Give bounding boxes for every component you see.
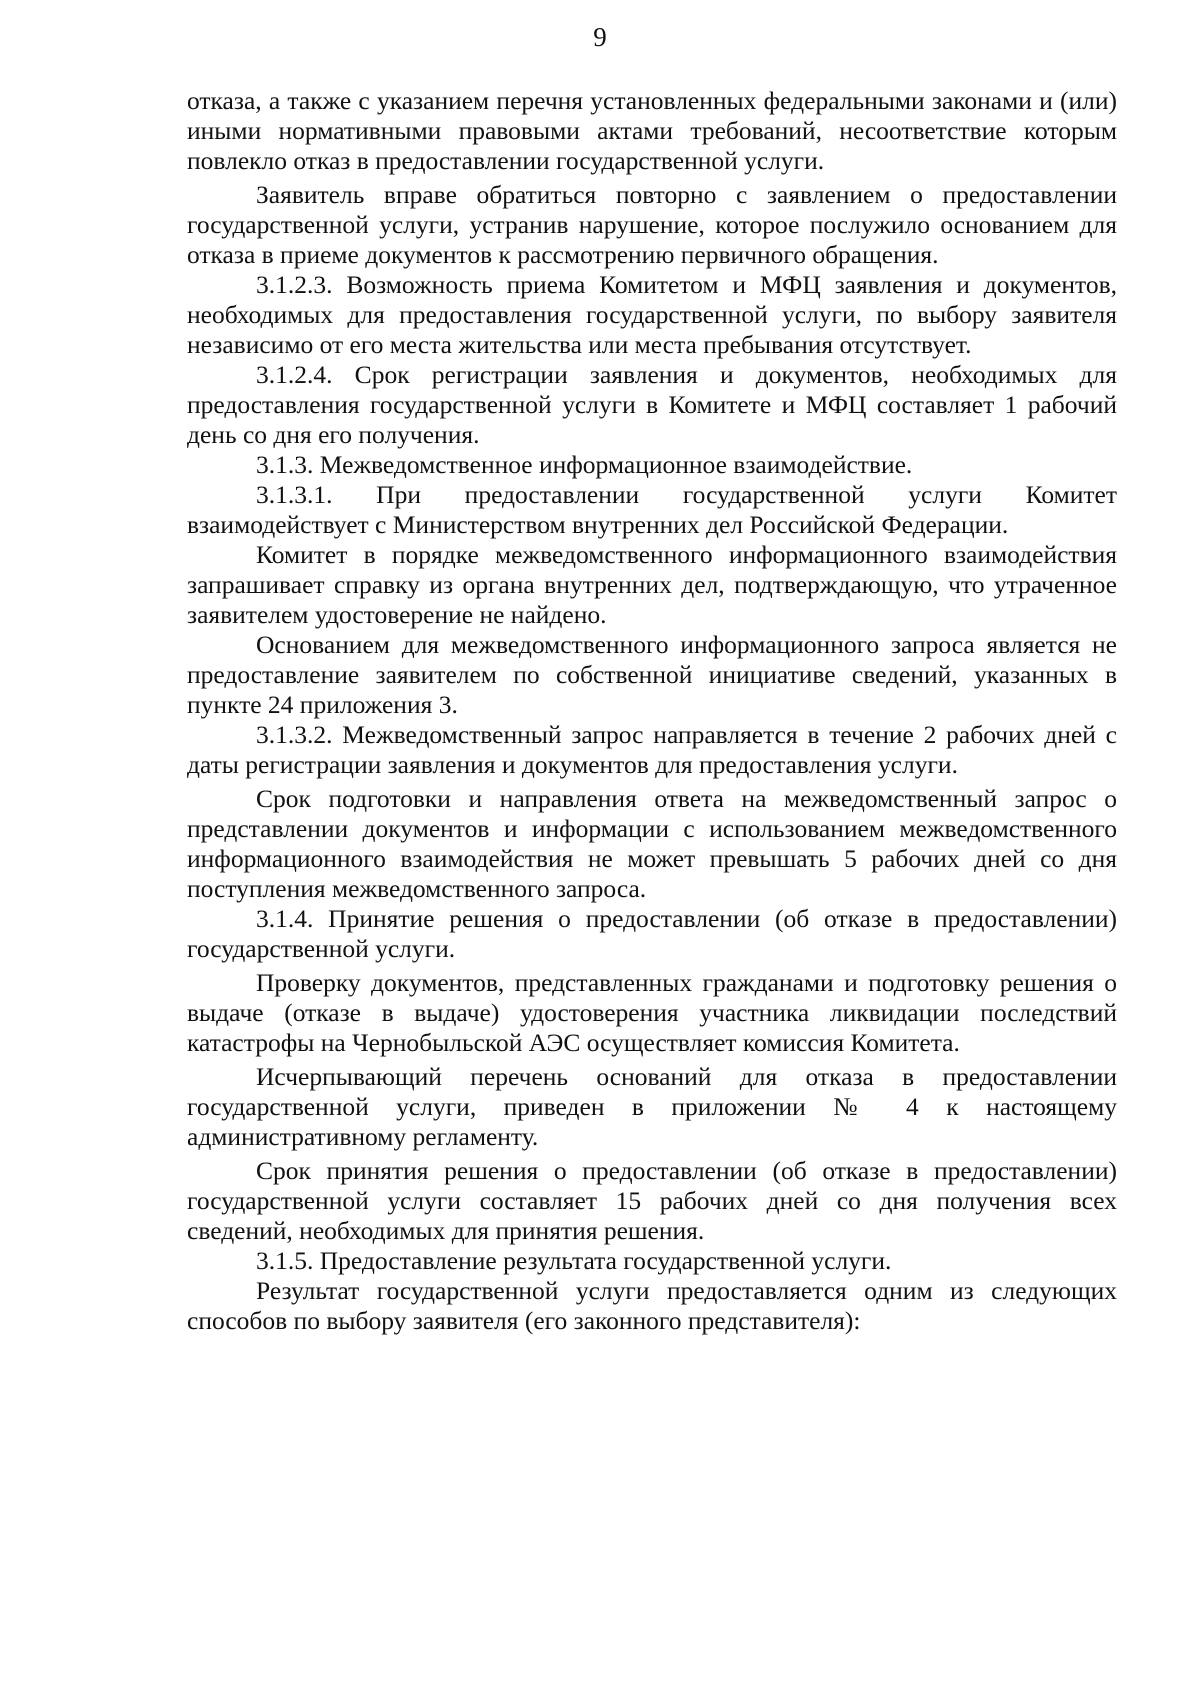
paragraph: 3.1.2.3. Возможность приема Комитетом и МФЦ заявления и документов, необходимых для предоставления государственной услуги, по выбору заявителя независимо от его места жительства или места пребывания отсутствует. xyxy=(187,270,1117,359)
paragraph: Срок подготовки и направления ответа на межведомственный запрос о представлении документов и информации с использованием межведомственного информационного взаимодействия не может превышать 5 рабочих дней со дня поступления межведомственного запроса. xyxy=(187,784,1117,903)
paragraph: 3.1.4. Принятие решения о предоставлении (об отказе в предоставлении) государственной услуги. xyxy=(187,904,1117,963)
paragraph: 3.1.2.4. Срок регистрации заявления и документов, необходимых для предоставления государственной услуги в Комитете и МФЦ составляет 1 рабочий день со дня его получения. xyxy=(187,360,1117,449)
paragraph: Комитет в порядке межведомственного информационного взаимодействия запрашивает справку из органа внутренних дел, подтверждающую, что утраченное заявителем удостоверение не найдено. xyxy=(187,540,1117,629)
page-number: 9 xyxy=(593,22,607,52)
paragraph: Основанием для межведомственного информационного запроса является не предоставление заявителем по собственной инициативе сведений, указанных в пункте 24 приложения 3. xyxy=(187,630,1117,719)
paragraph: 3.1.5. Предоставление результата государственной услуги. xyxy=(256,1246,892,1275)
paragraph: Заявитель вправе обратиться повторно с заявлением о предоставлении государственной услуги, устранив нарушение, которое послужило основанием для отказа в приеме документов к рассмотрению первичного обращения. xyxy=(187,180,1117,269)
paragraph: Проверку документов, представленных гражданами и подготовку решения о выдаче (отказе в выдаче) удостоверения участника ликвидации последствий катастрофы на Чернобыльской АЭС осуществляет комиссия Комитета. xyxy=(187,968,1117,1057)
paragraph: отказа, а также с указанием перечня установленных федеральными законами и (или) иными нормативными правовыми актами требований, несоответствие которым повлекло отказ в предоставлении государственной услуги. xyxy=(187,86,1117,175)
paragraph: 3.1.3.1. При предоставлении государственной услуги Комитет взаимодействует с Министерством внутренних дел Российской Федерации. xyxy=(187,480,1117,539)
paragraph: Исчерпывающий перечень оснований для отказа в предоставлении государственной услуги, приведен в приложении № 4 к настоящему административному регламенту. xyxy=(187,1062,1117,1151)
paragraph: Срок принятия решения о предоставлении (об отказе в предоставлении) государственной услуги составляет 15 рабочих дней со дня получения всех сведений, необходимых для принятия решения. xyxy=(187,1156,1117,1245)
paragraph: Результат государственной услуги предоставляется одним из следующих способов по выбору заявителя (его законного представителя): xyxy=(187,1276,1117,1335)
paragraph: 3.1.3.2. Межведомственный запрос направляется в течение 2 рабочих дней с даты регистрации заявления и документов для предоставления услуги. xyxy=(187,720,1117,779)
paragraph: 3.1.3. Межведомственное информационное взаимодействие. xyxy=(256,450,913,479)
document-body xyxy=(187,86,1117,1336)
